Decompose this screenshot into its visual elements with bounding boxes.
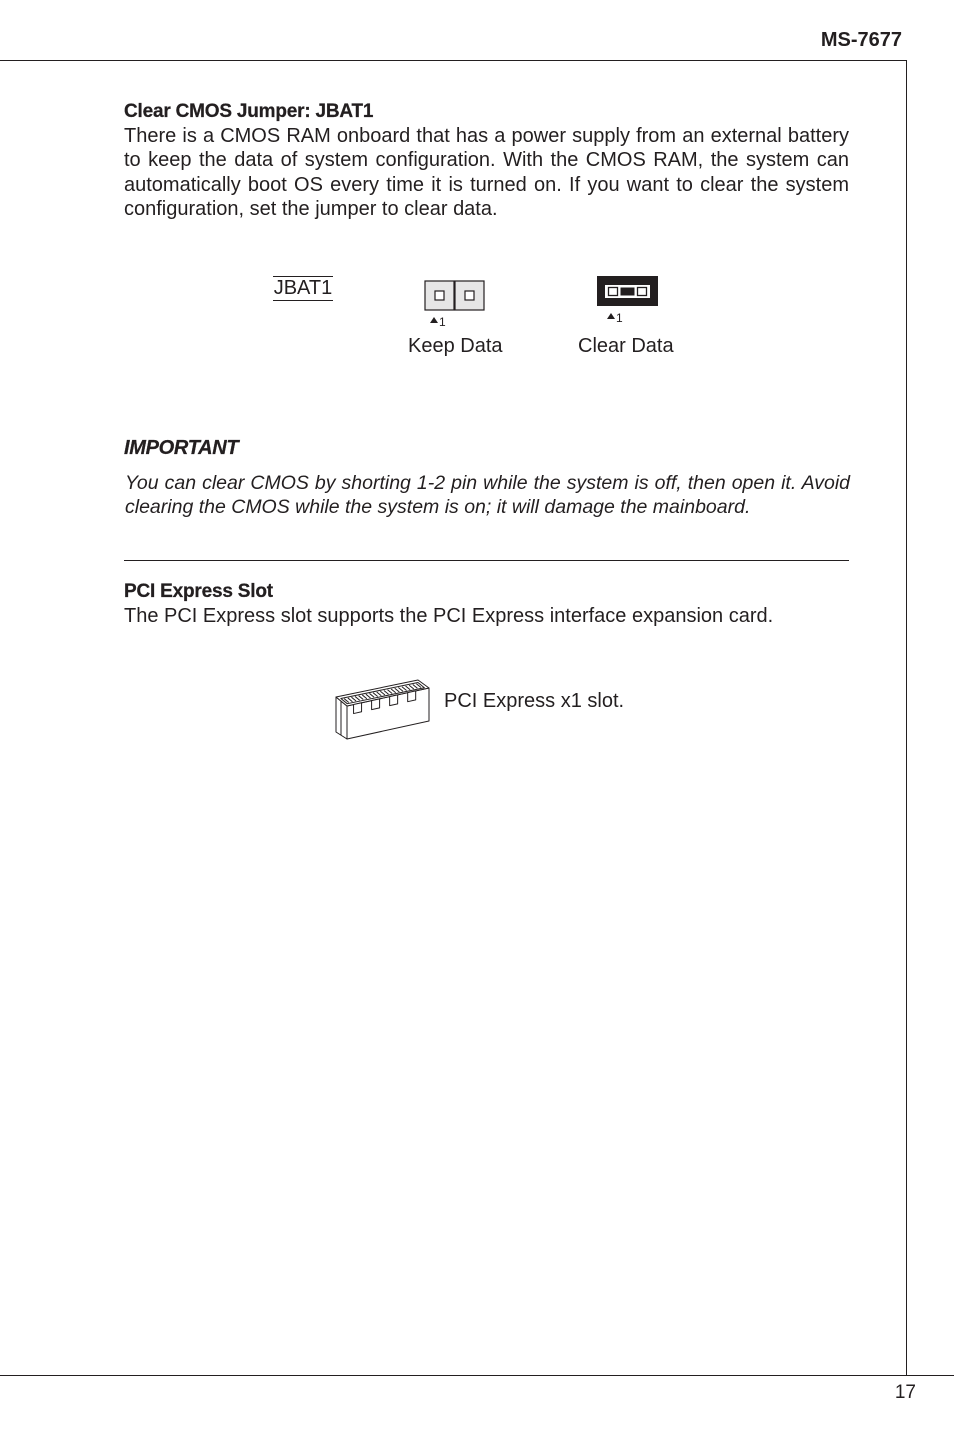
section-divider: [124, 560, 849, 561]
jumper-bridge: [621, 288, 635, 296]
clear-cmos-paragraph: [124, 124, 849, 222]
slot-latch: [372, 699, 380, 710]
pin-2: [465, 291, 474, 300]
keep-data-pin-label: 1: [439, 315, 446, 329]
jumper-closed-icon: [596, 275, 659, 307]
footer-rule: [0, 1375, 954, 1376]
important-line: You can clear CMOS by shorting 1-2 pin while the system is off, then open it. Avoid: [125, 472, 850, 494]
pin-1: [435, 291, 444, 300]
page-side-rule: [906, 60, 907, 1375]
model-number: MS-7677: [820, 29, 902, 51]
jbat1-label: JBAT1: [273, 277, 333, 299]
pci-express-heading: PCI Express Slot: [124, 581, 273, 602]
jumper-open-icon: [423, 279, 488, 313]
clear-data-caption: Clear Data: [578, 335, 674, 357]
clear-data-pin-label: 1: [616, 311, 623, 325]
keep-data-caption: Keep Data: [408, 335, 503, 357]
pci-express-slot-caption: PCI Express x1 slot.: [444, 690, 625, 712]
important-heading: IMPORTANT: [124, 437, 239, 459]
clear-cmos-heading: Clear CMOS Jumper: JBAT1: [124, 101, 374, 122]
important-line: clearing the CMOS while the system is on; it will damage the mainboard.: [125, 496, 751, 518]
pin1-marker-icon: [430, 317, 438, 323]
pin1-marker-icon: [607, 313, 615, 319]
paragraph-line: automatically boot OS every time it is turned on. If you want to clear the system: [124, 173, 849, 196]
pci-express-description: The PCI Express slot supports the PCI Express interface expansion card.: [124, 605, 774, 627]
paragraph-line: to keep the data of system configuration. With the CMOS RAM, the system can: [124, 149, 849, 172]
paragraph-line: configuration, set the jumper to clear data.: [124, 198, 498, 221]
slot-latch: [354, 703, 362, 714]
header-rule: [0, 60, 906, 61]
slot-latch: [390, 695, 398, 706]
slot-latch: [408, 691, 416, 702]
pcie-x1-slot-icon: [332, 677, 432, 743]
important-note: [125, 471, 850, 519]
paragraph-line: There is a CMOS RAM onboard that has a power supply from an external battery: [124, 125, 849, 147]
page-number: 17: [894, 1382, 916, 1403]
